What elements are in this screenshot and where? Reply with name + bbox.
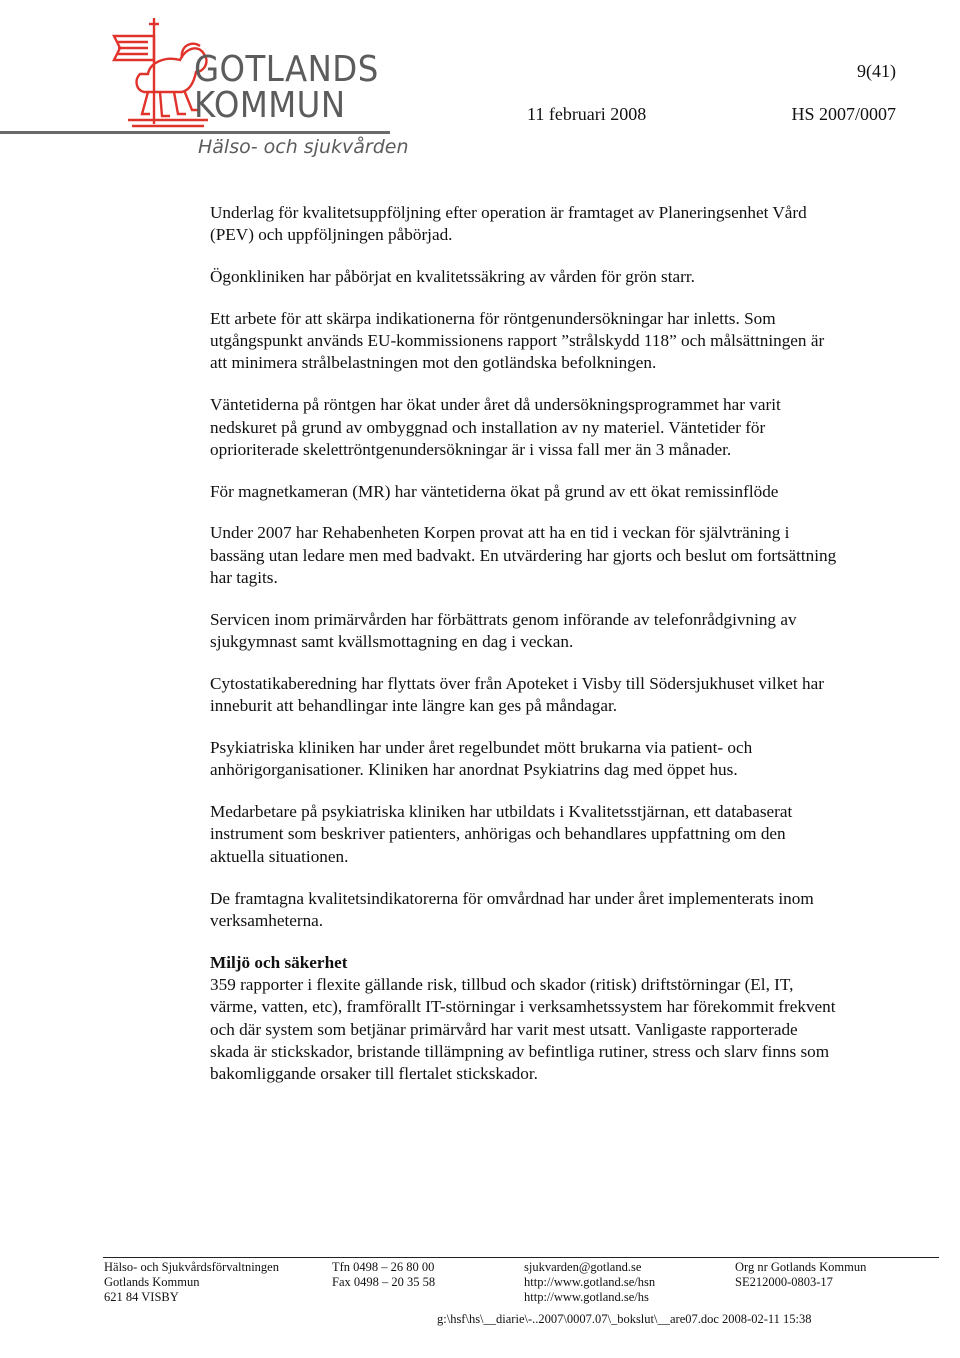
- paragraph: För magnetkameran (MR) har väntetiderna ökat på grund av ett ökat remissinflöde: [210, 481, 779, 501]
- paragraph: De framtagna kvalitetsindikatorerna för omvårdnad har under året implementerats inom verksamheterna.: [210, 888, 814, 930]
- footer-address: [104, 1260, 279, 1305]
- paragraph: 359 rapporter i flexite gällande risk, tillbud och skador (ritisk) driftstörningar (El, IT, värme, vatten, etc), framförallt IT-störningar i verksamhetssystem har förekommit frekvent och där system som betjänar primärvård har varit mest utsatt. Vanligaste rapporterade skada är stickskador, bristande tillämpning av befintliga rutiner, stress och slarv finns som bakomliggande orsaker till flertalet stickskador.: [210, 974, 836, 1084]
- logo-line-kommun: KOMMUN: [194, 85, 346, 126]
- footer-url-link[interactable]: http://www.gotland.se/hs: [524, 1290, 649, 1304]
- footer-line: Gotlands Kommun: [104, 1275, 200, 1289]
- paragraph: Under 2007 har Rehabenheten Korpen provat att ha en tid i veckan för självträning i bassäng utan ledare men med badvakt. En utvärdering har gjorts och beslut om fortsättning har tagits.: [210, 523, 837, 588]
- logo-wordmark: [194, 49, 399, 126]
- footer-line: 621 84 VISBY: [104, 1290, 179, 1304]
- footer-line: Tfn 0498 – 26 80 00: [332, 1260, 435, 1274]
- footer-rule: [103, 1257, 939, 1258]
- footer-email-link[interactable]: sjukvarden@gotland.se: [524, 1260, 642, 1274]
- footer-web: [524, 1260, 655, 1305]
- footer-line: Org nr Gotlands Kommun: [735, 1260, 867, 1274]
- footer-line: SE212000-0803-17: [735, 1275, 833, 1289]
- document-id: HS 2007/0007: [791, 104, 896, 124]
- file-path: g:\hsf\hs\__diarie\-..2007\0007.07\_bokslut\__are07.doc 2008-02-11 15:38: [437, 1312, 812, 1326]
- paragraph: Underlag för kvalitetsuppföljning efter operation är framtaget av Planeringsenhet Vård (PEV) och uppföljningen påbörjad.: [210, 203, 807, 245]
- document-body: [210, 202, 840, 1085]
- page-number: 9(41): [857, 61, 896, 81]
- paragraph: Psykiatriska kliniken har under året regelbundet mött brukarna via patient- och anhörigorganisationer. Kliniken har anordnat Psykiatrins dag med öppet hus.: [210, 738, 753, 780]
- section-heading: Miljö och säkerhet: [210, 952, 348, 972]
- footer-url-link[interactable]: http://www.gotland.se/hsn: [524, 1275, 656, 1289]
- paragraph: Väntetiderna på röntgen har ökat under året då undersökningsprogrammet har varit nedskuret på grund av ombyggnad och installation av ny materiel. Väntetider för oprioriterade skelettröntgenundersökningar är i vissa fall mer än 3 månader.: [210, 395, 781, 459]
- footer-line: Hälso- och Sjukvårdsförvaltningen: [104, 1260, 279, 1274]
- paragraph: Medarbetare på psykiatriska kliniken har utbildats i Kvalitetsstjärnan, ett databaserat instrument som beskriver patienters, anhörigas och behandlares uppfattning om den aktuella situationen.: [210, 802, 793, 866]
- header-rule: [0, 131, 390, 134]
- footer-phone: [332, 1260, 435, 1290]
- footer-org: [735, 1260, 866, 1290]
- paragraph: Ett arbete för att skärpa indikationerna för röntgenundersökningar har inletts. Som utgångspunkt används EU-kommissionens rapport ”strålskydd 118” och målsättningen är att minimera strålbelastningen mot den gotländska befolkningen.: [210, 308, 825, 373]
- logo-subtitle: Hälso- och sjukvården: [198, 136, 409, 158]
- paragraph: Cytostatikaberedning har flyttats över från Apoteket i Visby till Södersjukhuset vilket har inneburit att behandlingar inte längre kan ges på måndagar.: [210, 673, 824, 716]
- paragraph: Servicen inom primärvården har förbättrats genom införande av telefonrådgivning av sjukgymnast samt kvällsmottagning en dag i veckan.: [210, 609, 797, 652]
- paragraph: Ögonkliniken har påbörjat en kvalitetssäkring av vården för grön starr.: [210, 267, 695, 287]
- document-date: 11 februari 2008: [527, 104, 647, 124]
- logo-line-gotlands: GOTLANDS: [194, 49, 379, 90]
- footer-line: Fax 0498 – 20 35 58: [332, 1275, 436, 1289]
